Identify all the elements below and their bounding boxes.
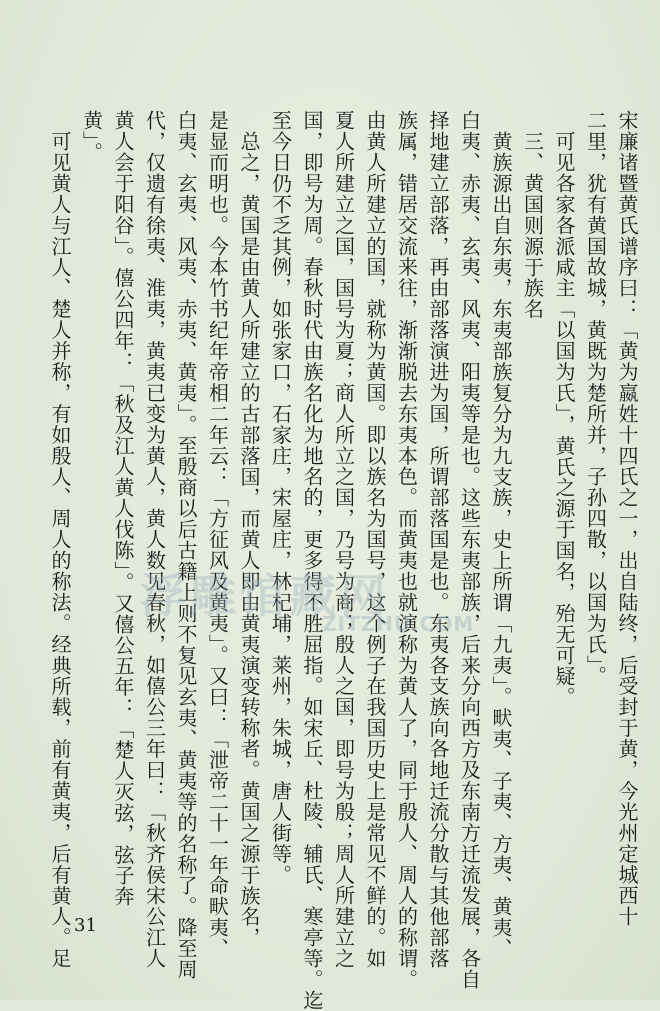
text-column: 至今日仍不乏其例，如张家口，石家庄，宋屋庄，林杞埔，莱州，朱城，唐人街等。 — [268, 110, 293, 886]
text-column: 夏人所建立之国，国号为夏；商人所立之国，乃号为商；殷人之国，即号为殷；周人所建立之 — [331, 110, 356, 969]
text-column: 白夷、赤夷、玄夷、风夷、阳夷等是也。这些东夷部族，后来分向西方及东南方迁流发展，各自 — [457, 110, 482, 990]
watermark: 浮雕馆藏网 — [140, 569, 390, 623]
text-column: 是显而明也。今本竹书纪年帝相二年云：「方征风及黄夷」。又曰：「泄帝二十一年命畎夷、 — [205, 110, 230, 959]
text-column: 二里，犹有黄国故城，黄既为楚所并，子孙四散，以国为氏」。 — [583, 110, 608, 687]
section-heading: 三、黄国则源于族名 — [520, 131, 545, 320]
text-column: 白夷、玄夷、风夷、赤夷、黄夷」。至殷商以后古籍上则不复见玄夷、黄夷等的名称了。降至周 — [174, 110, 198, 980]
text-column: 由黄人所建立的国，就称为黄国。即以族名为国号，这个例子在我国历史上是常见不鲜的。如 — [363, 110, 387, 969]
text-column: 黄」。 — [79, 110, 104, 163]
text-column: 代，仅遗有徐夷、淮夷，黄夷已变为黄人，黄人数见春秋，如僖公三年曰：「秋齐侯宋公江人 — [142, 110, 167, 969]
page-number: 31 — [74, 915, 97, 936]
text-column: 宋廉诸暨黄氏谱序曰：「黄为嬴姓十四氏之一，出自陆终，后受封于黄，今光州定城西十 — [615, 110, 639, 928]
text-column: 族属，错居交流来往，渐渐脱去东夷本色。而黄夷也就演称为黄人了，同于殷人、周人的称谓。 — [394, 110, 419, 990]
text-column: 可见各家各派咸主「以国为氏」，黄氏之源于国名，殆无可疑。 — [552, 131, 576, 708]
watermark-url: ZITZHU.COM — [322, 612, 475, 636]
text-column: 总之，黄国是由黄人所建立的古部落国，而黄人即由黄夷演变转称者。黄国之源于族名， — [237, 131, 261, 949]
text-column: 黄族源出自东夷，东夷部族复分为九支族，史上所谓「九夷」。畎夷、子夷、方夷、黄夷、 — [489, 131, 513, 959]
text-column: 可见黄人与江人、楚人并称，有如殷人、周人的称法。经典所载，前有黄夷，后有黄人。足 — [48, 131, 72, 969]
text-column: 择地建立部落，再由部落演进为国，所谓部落国是也。东夷各支族向各地迁流分散与其他部落 — [426, 110, 450, 969]
text-column: 黄人会于阳谷」。僖公四年：「秋及江人黄人伐陈」。又僖公五年：「楚人灭弦，弦子奔 — [111, 110, 135, 908]
text-column: 国，即号为周。春秋时代由族名化为地名的，更多得不胜屈指。如宋丘、杜陵、辅氏、寒亭等。迄 — [300, 110, 324, 1011]
